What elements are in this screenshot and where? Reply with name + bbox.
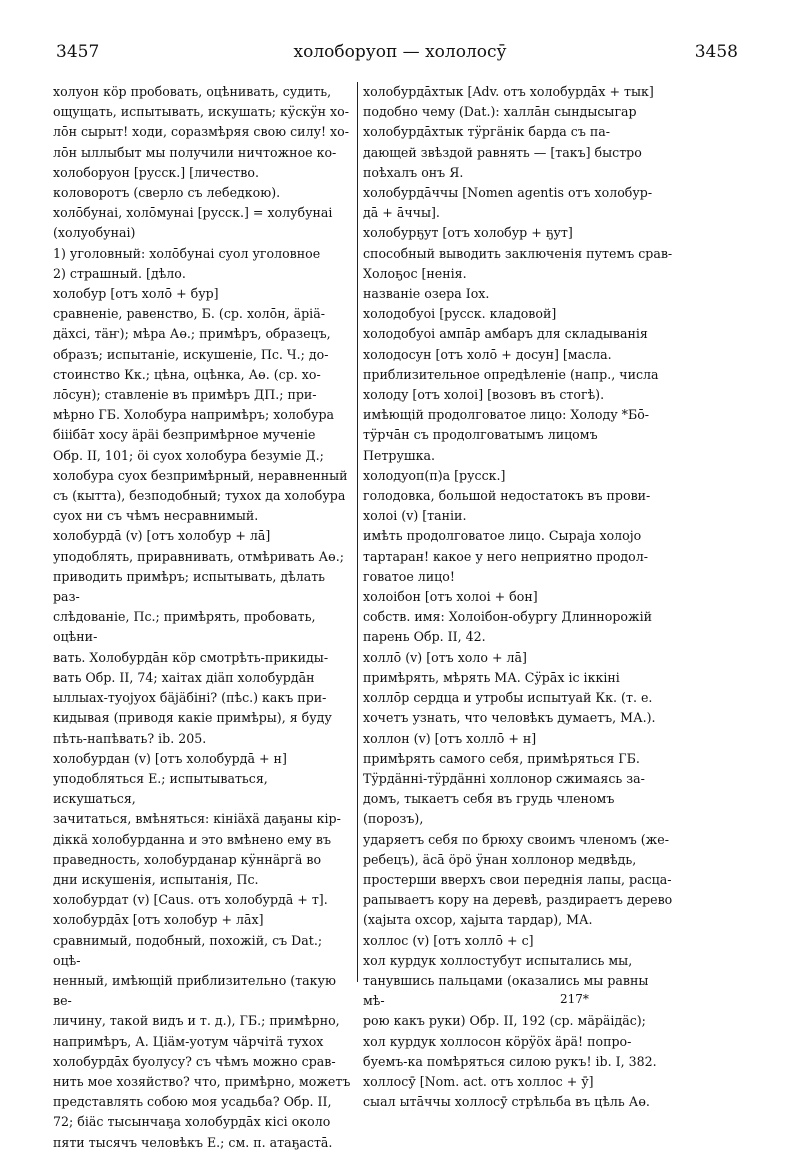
text-line: съ (кытта), безподобный; тухох да холобура	[53, 488, 346, 504]
text-line: вать Обр. II, 74; хаiтах дiäп холобурдāн	[53, 669, 315, 685]
text-line: холоібон [отъ холоі + бон]	[363, 589, 538, 605]
column-divider	[357, 82, 358, 982]
signature-mark: 217*	[560, 992, 589, 1006]
text-line: холлō (v) [отъ холо + лā]	[363, 649, 527, 665]
text-line: 2) страшный. [дѣло.	[53, 265, 186, 281]
text-line: холодуоп(п)а [русск.]	[363, 467, 506, 483]
text-line: сравнимый, подобный, похожій, съ Dat.; оцѣ-	[53, 932, 323, 968]
right-page-number: 3458	[694, 42, 738, 62]
text-line: представлять собою моя усадьба? Обр. II,	[53, 1094, 332, 1110]
text-line: холуон кӧр пробовать, оцѣнивать, судить,	[53, 84, 332, 99]
text-line: рапываетъ кору на деревѣ, раздираетъ дерево	[363, 892, 673, 908]
text-line: холобурдā (v) [отъ холобур + лā]	[53, 528, 271, 544]
text-line: дни искушенія, испытанія, Пс.	[53, 871, 259, 887]
text-line: холōбунаі, холōмунаі [русск.] = холубунаі	[53, 205, 333, 221]
text-line: уподобляться Е.; испытываться, искушаться,	[53, 770, 268, 807]
text-line: вать. Холобурдāн кӧр смотрѣть-прикиды-	[53, 649, 329, 665]
text-line: Холоҕос [ненія.	[363, 265, 467, 281]
text-line: хол курдук холлостубут испытались мы,	[363, 952, 633, 968]
text-line: способный выводить заключенія путемъ срав-	[363, 245, 673, 261]
text-line: холобурдан (v) [отъ холобурдā + н]	[53, 750, 287, 766]
text-line: холобура суох безпримѣрный, неравненный	[53, 467, 348, 483]
text-line: холодобуоі ампāр амбаръ для складыванія	[363, 326, 648, 342]
text-line: домъ, тыкаетъ себя въ грудь членомъ (порозъ),	[363, 791, 615, 827]
text-line: буемъ-ка помѣряться силою рукъ! ib. I, 382.	[363, 1053, 657, 1069]
text-line: холобурдāх буолуcу? съ чѣмъ можно срав-	[53, 1053, 336, 1069]
text-line: холобурдāччы [Nomen agentis отъ холобур-	[363, 185, 653, 201]
text-line: примѣрять, мѣрять МА. Сӱрāх iс iккiнi	[363, 669, 620, 685]
text-line: холодосун [отъ холō + досун] [масла.	[363, 346, 612, 362]
left-page-number: 3457	[56, 42, 100, 62]
text-line: дiккä холобурданна и это вмѣнено ему въ	[53, 831, 331, 847]
text-line: парень Обр. II, 42.	[363, 629, 486, 645]
text-line: ыллыах-туоjуох бäjäбiнi? (пѣс.) какъ при-	[53, 690, 327, 706]
running-title: холоборуоп — хололосӯ	[293, 42, 507, 62]
text-line: холобурдāх [отъ холобур + лāх]	[53, 912, 264, 928]
text-line: танувшись пальцами (оказались мы равны мѣ-	[363, 972, 649, 1009]
text-line: холобурдāхтык тӱргäнiк барда съ па-	[363, 124, 611, 140]
text-line: мѣрно ГБ. Холобура напримѣръ; холобура	[53, 407, 335, 423]
text-line: подобно чему (Dat.): халлāн сындысыгар	[363, 104, 637, 120]
text-line: холлосӯ [Nom. act. отъ холлос + ӯ]	[363, 1073, 594, 1089]
text-line: холлон (v) [отъ холлō + н]	[363, 730, 537, 746]
text-line: имѣть продолговатое лицо. Сыраjа холоjо	[363, 528, 642, 544]
text-line: хочетъ узнать, что человѣкъ думаетъ, МА.).	[363, 710, 656, 726]
text-line: простерши вверхъ свои переднія лапы, расца-	[363, 871, 672, 887]
text-line: ребецъ), äсā ӧрӧ ӱнан холлонор медвѣдь,	[363, 851, 637, 867]
text-line: личину, такой видъ и т. д.), ГБ.; примѣрно,	[53, 1013, 340, 1029]
text-line: поѣхалъ онъ Я.	[363, 164, 464, 180]
text-line: приблизительное опредѣленіе (напр., числа	[363, 366, 659, 382]
text-line: холоі (v) [таніи.	[363, 508, 467, 524]
text-line: рою какъ руки) Обр. II, 192 (ср. мäрäiдäс);	[363, 1013, 646, 1029]
text-line: суох ни съ чѣмъ несравнимый.	[53, 508, 259, 524]
text-line: уподоблять, приравнивать, отмѣривать Аө.;	[53, 548, 344, 564]
text-line: дающей звѣздой равнять — [такъ] быстро	[363, 144, 642, 160]
text-line: пяти тысячъ человѣкъ Е.; см. п. атаҕастā.	[53, 1134, 333, 1150]
text-line: приводить примѣръ; испытывать, дѣлать раз-	[53, 568, 326, 605]
text-line: (хаjыта охсор, хаjыта тардар), МА.	[363, 912, 593, 928]
text-line: названіе озера Іох.	[363, 286, 490, 302]
text-line: дā + āччы].	[363, 205, 440, 221]
text-line: нить мое хозяйство? что, примѣрно, можетъ	[53, 1073, 351, 1089]
text-line: примѣрять самого себя, примѣряться ГБ.	[363, 750, 640, 766]
text-line: холоду [отъ холоі] [возовъ въ стогѣ).	[363, 387, 605, 403]
text-line: бiiiбāт хосу äрäi безпримѣрное мученіе	[53, 427, 316, 443]
text-line: напримѣръ, А. Цiäм-уотум чäрчiтä тухох	[53, 1033, 324, 1049]
text-line: дäхсi, тäҥ); мѣра Аө.; примѣръ, образецъ,	[53, 326, 331, 342]
text-line: холобурҕут [отъ холобур + ҕут]	[363, 225, 573, 241]
text-line: холлōр сердца и утробы испытуай Кк. (т. е.	[363, 690, 653, 706]
text-line: 72; бiäс тысынчаҕа холобурдāх кiсi около	[53, 1114, 331, 1130]
text-line: хол курдук холлосон кӧрӱӧх äрä! попро-	[363, 1033, 632, 1049]
text-line: холлос (v) [отъ холлō + с]	[363, 932, 534, 948]
page-header	[0, 42, 800, 72]
text-line: холобурдат (v) [Caus. отъ холобурдā + т].	[53, 892, 328, 908]
text-line: 1) уголовный: холōбунаі суол уголовное	[53, 245, 321, 261]
text-line: (холуобунаі)	[53, 225, 136, 241]
text-line: говатое лицо!	[363, 568, 455, 584]
text-line: Тӱрдäннi-тӱрдäннi холлонор сжимаясь за-	[363, 770, 645, 786]
text-line: сыал ытāччы холлосӯ стрѣльба въ цѣль Аө.	[363, 1094, 650, 1110]
text-line: холоборуон [русск.] [личество.	[53, 164, 259, 180]
text-line: сравненіе, равенство, Б. (ср. холōн, äрiä-	[53, 306, 325, 322]
text-line: тартаран! какое у него неприятно продол-	[363, 548, 648, 564]
text-line: кидывая (приводя какіе примѣры), я буду	[53, 710, 332, 726]
text-line: коловоротъ (сверло съ лебедкою).	[53, 185, 281, 201]
text-line: тӱрчāн съ продолговатымъ лицомъ Петрушка.	[363, 427, 598, 463]
text-line: пѣть-напѣвать? ib. 205.	[53, 730, 207, 746]
text-line: Обр. II, 101; ӧi суох холобура безумiе Д.;	[53, 447, 324, 463]
text-line: холобур [отъ холō + бур]	[53, 286, 219, 302]
text-line: ударяетъ себя по брюху своимъ членомъ (же-	[363, 831, 669, 847]
text-line: лōн сырыт! ходи, соразмѣряя свою силу! хо-	[53, 124, 349, 140]
text-line: образъ; испытаніе, искушеніе, Пс. Ч.; до-	[53, 346, 329, 362]
text-line: собств. имя: Холоібон-обургу Длиннорожій	[363, 609, 652, 625]
text-line: холобурдāхтык [Adv. отъ холобурдāх + тык]	[363, 84, 654, 99]
text-line: лōн ыллыбыт мы получили ничтожное ко-	[53, 144, 337, 160]
left-column	[53, 82, 353, 1153]
text-line: слѣдованіе, Пс.; примѣрять, пробовать, оцѣни-	[53, 609, 316, 645]
text-line: голодовка, большой недостатокъ въ прови-	[363, 488, 651, 504]
text-line: зачитаться, вмѣняться: кiнiäхä даҕаны кiр-	[53, 811, 341, 827]
text-line: ненный, имѣющій приблизительно (такую ве-	[53, 972, 336, 1009]
text-line: ощущать, испытывать, искушать; кӱскӱн хо-	[53, 104, 349, 120]
text-line: имѣющій продолговатое лицо: Холоду *Бō-	[363, 407, 650, 423]
text-line: лōсун); ставленіе въ примѣръ ДП.; при-	[53, 387, 317, 403]
text-line: праведность, холобурданар кӱннäргä во	[53, 851, 322, 867]
text-line: холодобуоі [русск. кладовой]	[363, 306, 557, 322]
right-column	[363, 82, 673, 1112]
text-line: стоинство Кк.; цѣна, оцѣнка, Аө. (ср. хо-	[53, 366, 321, 382]
